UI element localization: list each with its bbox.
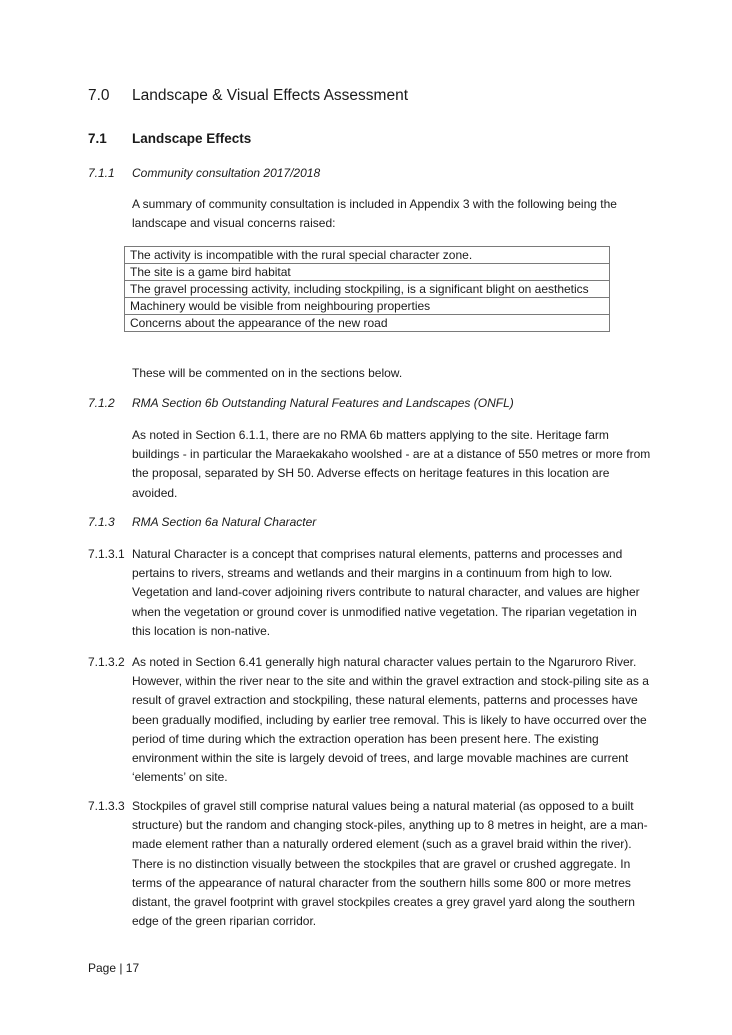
table-cell: The gravel processing activity, including stockpiling, is a significant blight on aesthetics: [125, 281, 610, 298]
section-title: Community consultation 2017/2018: [132, 166, 321, 180]
section-title: Landscape & Visual Effects Assessment: [132, 87, 409, 104]
table-row: [125, 298, 610, 315]
section-heading-7-1-1: [88, 166, 320, 180]
paragraph-text: Stockpiles of gravel still comprise natural values being a natural material (as opposed to a built structure) but the random and changing stock-piles, anything up to 8 metres in height, are a man-made element rather than a naturally ordered element (such as a gravel braid within the river). There is no distinction visually between the stockpiles that are gravel or crushed aggregate. In terms of the appearance of natural character from the southern hills some 800 or more metres distant, the gravel footprint with gravel stockpiles creates a grey gravel yard along the southern edge of the green riparian corridor.: [132, 799, 648, 929]
section-number: 7.0: [88, 87, 110, 104]
section-heading-7-1-3: [88, 515, 316, 529]
paragraph-7-1-3-2: [88, 653, 652, 787]
table-cell: The site is a game bird habitat: [125, 264, 610, 281]
section-number: 7.1.1: [88, 166, 115, 180]
section-number: 7.1.2: [88, 396, 115, 410]
paragraph-number: 7.1.3.1: [88, 547, 125, 561]
paragraph-number: 7.1.3.3: [88, 799, 125, 813]
section-title: Landscape Effects: [132, 131, 252, 146]
paragraph-text: Natural Character is a concept that comprises natural elements, patterns and processes and pertains to rivers, streams and wetlands and their margins in a continuum from high to low. Vegetation and land-cover adjoining rivers contribute to natural character, and values are higher when the vegetation or ground cover is unmodified native vegetation. The riparian vegetation in this location is non-native.: [132, 547, 640, 638]
table-cell: Machinery would be visible from neighbouring properties: [125, 298, 610, 315]
comment-paragraph: These will be commented on in the sections below.: [132, 366, 403, 380]
section-title: RMA Section 6a Natural Character: [132, 515, 317, 529]
section-heading-7-0: [88, 87, 408, 105]
table-row: [125, 281, 610, 298]
table-cell: Concerns about the appearance of the new road: [125, 315, 610, 332]
paragraph-number: 7.1.3.2: [88, 655, 125, 669]
section-heading-7-1: [88, 131, 251, 146]
paragraph-text: As noted in Section 6.41 generally high natural character values pertain to the Ngaruroro River. However, within the river near to the site and within the gravel extraction and stock-piling site as a result of gravel extraction and stockpiling, these natural elements, patterns and processes have been gradually modified, including by earlier tree removal. This is likely to have occurred over the period of time during which the extraction operation has been present here. The existing environment within the site is largely devoid of trees, and large movable machines are current ‘elements’ on site.: [132, 655, 649, 785]
page-footer: Page | 17: [88, 961, 140, 975]
section-heading-7-1-2: [88, 396, 514, 410]
intro-paragraph: A summary of community consultation is included in Appendix 3 with the following being the landscape and visual concerns raised:: [132, 197, 617, 231]
section-number: 7.1.3: [88, 515, 115, 529]
table-cell: The activity is incompatible with the rural special character zone.: [125, 247, 610, 264]
paragraph-7-1-3-3: [88, 797, 652, 931]
table-row: [125, 264, 610, 281]
table-row: [125, 247, 610, 264]
paragraph-7-1-3-1: [88, 545, 652, 641]
paragraph-7-1-2: As noted in Section 6.1.1, there are no RMA 6b matters applying to the site. Heritage farm buildings - in particular the Maraekakaho woolshed - are at a distance of 550 metres or more from the proposal, separated by SH 50. Adverse effects on heritage features in this location are avoided.: [132, 428, 651, 500]
concerns-table: [124, 246, 610, 332]
section-number: 7.1: [88, 131, 107, 146]
section-title: RMA Section 6b Outstanding Natural Features and Landscapes (ONFL): [132, 396, 514, 410]
table-row: [125, 315, 610, 332]
